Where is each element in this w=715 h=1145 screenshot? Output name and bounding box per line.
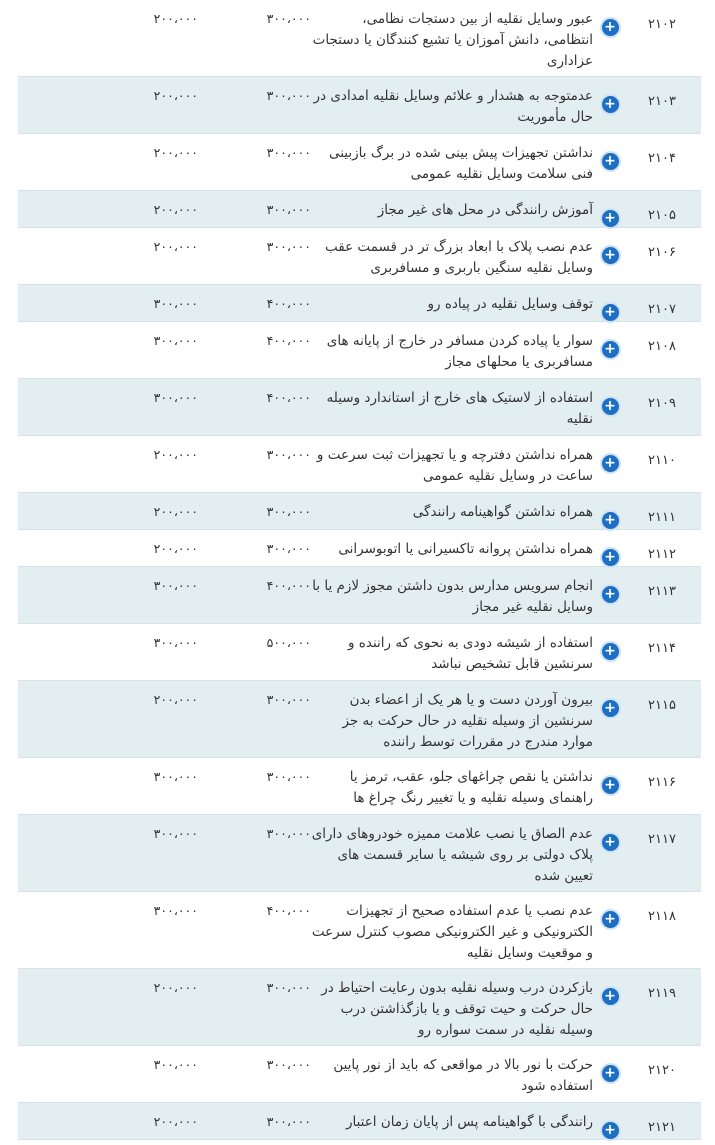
plus-icon[interactable]: +: [600, 909, 621, 930]
plus-icon[interactable]: +: [600, 775, 621, 796]
expand-toggle[interactable]: [597, 191, 623, 229]
plus-icon[interactable]: +: [600, 396, 621, 417]
violation-code: ۲۱۰۴: [648, 151, 676, 166]
fines-table: [18, 0, 701, 1140]
fine-amount-b: ۳۰۰،۰۰۰: [153, 769, 198, 784]
table-row: [18, 493, 701, 530]
violation-code: ۲۱۱۴: [648, 641, 676, 656]
fine-amount-a: ۳۰۰،۰۰۰: [266, 1057, 311, 1072]
table-row: [18, 285, 701, 322]
fine-amount-b: ۲۰۰،۰۰۰: [153, 980, 198, 995]
violation-code: ۲۱۱۵: [648, 698, 676, 713]
fine-amount-a: ۳۰۰،۰۰۰: [266, 541, 311, 556]
fine-amount-a: ۳۰۰،۰۰۰: [266, 692, 311, 707]
table-row: [18, 436, 701, 493]
plus-icon[interactable]: +: [600, 453, 621, 474]
violation-code: ۲۱۰۵: [648, 208, 676, 223]
violation-code: ۲۱۱۳: [648, 584, 676, 599]
expand-toggle[interactable]: [597, 322, 623, 360]
table-row: [18, 758, 701, 815]
fine-amount-b: ۲۰۰،۰۰۰: [153, 447, 198, 462]
violation-description: نداشتن تجهیزات پیش بینی شده در برگ بازبینی فنی سلامت وسایل نقلیه عمومی: [328, 145, 593, 182]
table-row: [18, 1046, 701, 1103]
fine-amount-a: ۴۰۰،۰۰۰: [266, 333, 311, 348]
violation-description: توقف وسایل نقلیه در پیاده رو: [427, 296, 593, 312]
fine-amount-b: ۳۰۰،۰۰۰: [153, 635, 198, 650]
table-row: [18, 191, 701, 228]
fine-amount-b: ۳۰۰،۰۰۰: [153, 1057, 198, 1072]
fine-amount-a: ۳۰۰،۰۰۰: [266, 1114, 311, 1129]
fine-amount-a: ۳۰۰،۰۰۰: [266, 239, 311, 254]
plus-icon[interactable]: +: [600, 1063, 621, 1084]
plus-icon[interactable]: +: [600, 339, 621, 360]
fine-amount-a: ۳۰۰،۰۰۰: [266, 504, 311, 519]
plus-icon[interactable]: +: [600, 1120, 621, 1141]
violation-description: همراه نداشتن پروانه تاکسیرانی یا اتوبوسرانی: [338, 541, 593, 557]
violation-description: همراه نداشتن گواهینامه رانندگی: [412, 504, 593, 520]
violation-description: بازکردن درب وسیله نقلیه بدون رعایت احتیاط در حال حرکت و حیت توقف و یا بازگذاشتن درب وسیله نقلیه در سمت سواره رو: [321, 980, 593, 1038]
expand-toggle[interactable]: [597, 1103, 623, 1141]
table-row: [18, 969, 701, 1046]
expand-toggle[interactable]: [597, 493, 623, 531]
expand-toggle[interactable]: [597, 379, 623, 417]
expand-toggle[interactable]: [597, 567, 623, 605]
table-row: [18, 134, 701, 191]
fine-amount-b: ۲۰۰،۰۰۰: [153, 11, 198, 26]
table-row: [18, 567, 701, 624]
fine-amount-b: ۳۰۰،۰۰۰: [153, 333, 198, 348]
fine-amount-b: ۲۰۰،۰۰۰: [153, 541, 198, 556]
violation-code: ۲۱۰۹: [648, 396, 676, 411]
fine-amount-a: ۳۰۰،۰۰۰: [266, 145, 311, 160]
violation-description: عدم نصب پلاک با ابعاد بزرگ تر در قسمت عقب وسایل نقلیه سنگین باربری و مسافربری: [325, 239, 593, 276]
fine-amount-a: ۴۰۰،۰۰۰: [266, 390, 311, 405]
table-row: [18, 624, 701, 681]
violation-code: ۲۱۲۱: [648, 1120, 676, 1135]
table-row: [18, 379, 701, 436]
table-row: [18, 892, 701, 969]
expand-toggle[interactable]: [597, 815, 623, 853]
violation-code: ۲۱۱۰: [648, 453, 676, 468]
violation-code: ۲۱۰۳: [648, 94, 676, 109]
violation-code: ۲۱۱۷: [648, 832, 676, 847]
violation-code: ۲۱۰۲: [648, 17, 676, 32]
plus-icon[interactable]: +: [600, 94, 621, 115]
plus-icon[interactable]: +: [600, 547, 621, 568]
plus-icon[interactable]: +: [600, 302, 621, 323]
expand-toggle[interactable]: [597, 530, 623, 568]
fine-amount-b: ۳۰۰،۰۰۰: [153, 390, 198, 405]
expand-toggle[interactable]: [597, 624, 623, 662]
fine-amount-b: ۳۰۰،۰۰۰: [153, 826, 198, 841]
plus-icon[interactable]: +: [600, 208, 621, 229]
violation-description: عبور وسایل نقلیه از بین دستجات نظامی، انتظامی، دانش آموزان یا تشیع کنندگان یا دستجات عزاداری: [312, 11, 593, 69]
plus-icon[interactable]: +: [600, 245, 621, 266]
fine-amount-b: ۳۰۰،۰۰۰: [153, 296, 198, 311]
fine-amount-a: ۵۰۰،۰۰۰: [266, 635, 311, 650]
violation-description: استفاده از لاستیک های خارج از استاندارد وسیله نقلیه: [326, 390, 593, 427]
violation-description: عدم الصاق یا نصب علامت ممیزه خودروهای دارای پلاک دولتی بر روی شیشه یا سایر قسمت های تعیین شده: [311, 826, 593, 884]
violation-code: ۲۱۲۰: [648, 1063, 676, 1078]
plus-icon[interactable]: +: [600, 641, 621, 662]
violation-code: ۲۱۱۲: [648, 547, 676, 562]
fine-amount-a: ۴۰۰،۰۰۰: [266, 296, 311, 311]
fine-amount-a: ۳۰۰،۰۰۰: [266, 769, 311, 784]
expand-toggle[interactable]: [597, 77, 623, 115]
fine-amount-a: ۳۰۰،۰۰۰: [266, 447, 311, 462]
plus-icon[interactable]: +: [600, 151, 621, 172]
fine-amount-b: ۲۰۰،۰۰۰: [153, 88, 198, 103]
fine-amount-b: ۳۰۰،۰۰۰: [153, 578, 198, 593]
expand-toggle[interactable]: [597, 681, 623, 719]
fine-amount-a: ۴۰۰،۰۰۰: [266, 903, 311, 918]
table-row: [18, 530, 701, 567]
plus-icon[interactable]: +: [600, 986, 621, 1007]
expand-toggle[interactable]: [597, 228, 623, 266]
fine-amount-b: ۳۰۰،۰۰۰: [153, 903, 198, 918]
fine-amount-b: ۲۰۰،۰۰۰: [153, 1114, 198, 1129]
table-row: [18, 228, 701, 285]
fine-amount-a: ۳۰۰،۰۰۰: [266, 980, 311, 995]
table-row: [18, 77, 701, 134]
plus-icon[interactable]: +: [600, 510, 621, 531]
fine-amount-b: ۲۰۰،۰۰۰: [153, 239, 198, 254]
violation-description: بیرون آوردن دست و یا هر یک از اعضاء بدن سرنشین از وسیله نقلیه در حال حرکت به جز موارد مندرج در مقررات توسط راننده: [342, 692, 593, 750]
expand-toggle[interactable]: [597, 0, 623, 38]
violation-code: ۲۱۱۸: [648, 909, 676, 924]
violation-code: ۲۱۱۱: [648, 510, 676, 525]
table-row: [18, 0, 701, 77]
plus-icon[interactable]: +: [600, 17, 621, 38]
fine-amount-b: ۲۰۰،۰۰۰: [153, 504, 198, 519]
violation-code: ۲۱۱۹: [648, 986, 676, 1001]
violation-code: ۲۱۰۷: [648, 302, 676, 317]
violation-code: ۲۱۰۶: [648, 245, 676, 260]
expand-toggle[interactable]: [597, 758, 623, 796]
violation-description: سوار یا پیاده کردن مسافر در خارج از پایانه های مسافربری یا محلهای مجاز: [326, 333, 593, 370]
expand-toggle[interactable]: [597, 134, 623, 172]
expand-toggle[interactable]: [597, 436, 623, 474]
table-row: [18, 322, 701, 379]
expand-toggle[interactable]: [597, 1046, 623, 1084]
violation-description: عدم نصب یا عدم استفاده صحیح از تجهیزات الکترونیکی و غیر الکترونیکی مصوب کنترل سرعت و موقعیت وسایل نقلیه: [311, 903, 593, 961]
violation-description: استفاده از شیشه دودی به نحوی که راننده و سرنشین قابل تشخیص نباشد: [348, 635, 593, 672]
table-row: [18, 1103, 701, 1140]
fine-amount-a: ۳۰۰،۰۰۰: [266, 11, 311, 26]
table-row: [18, 681, 701, 758]
violation-description: انجام سرویس مدارس بدون داشتن مجوز لازم یا با وسایل نقلیه غیر مجاز: [312, 578, 593, 615]
violation-description: رانندگی با گواهینامه پس از پایان زمان اعتبار: [345, 1114, 593, 1130]
fine-amount-a: ۳۰۰،۰۰۰: [266, 826, 311, 841]
violation-description: همراه نداشتن دفترچه و یا تجهیزات ثبت سرعت و ساعت در وسایل نقلیه عمومی: [316, 447, 593, 484]
expand-toggle[interactable]: [597, 285, 623, 323]
fine-amount-a: ۳۰۰،۰۰۰: [266, 88, 311, 103]
fine-amount-a: ۳۰۰،۰۰۰: [266, 202, 311, 217]
plus-icon[interactable]: +: [600, 584, 621, 605]
fine-amount-b: ۲۰۰،۰۰۰: [153, 145, 198, 160]
violation-description: آموزش رانندگی در محل های غیر مجاز: [377, 202, 593, 218]
fine-amount-b: ۲۰۰،۰۰۰: [153, 692, 198, 707]
table-row: [18, 815, 701, 892]
violation-description: نداشتن یا نقص چراغهای جلو، عقب، ترمز یا راهنمای وسیله نقلیه و یا تغییر رنگ چراغ ها: [349, 769, 593, 806]
expand-toggle[interactable]: [597, 969, 623, 1007]
fine-amount-a: ۴۰۰،۰۰۰: [266, 578, 311, 593]
violation-code: ۲۱۰۸: [648, 339, 676, 354]
plus-icon[interactable]: +: [600, 698, 621, 719]
fine-amount-b: ۲۰۰،۰۰۰: [153, 202, 198, 217]
violation-description: حرکت با نور بالا در مواقعی که باید از نور پایین استفاده شود: [333, 1057, 593, 1094]
expand-toggle[interactable]: [597, 892, 623, 930]
plus-icon[interactable]: +: [600, 832, 621, 853]
violation-description: عدمتوجه به هشدار و علائم وسایل نقلیه امدادی در حال مأموریت: [313, 88, 593, 125]
violation-code: ۲۱۱۶: [648, 775, 676, 790]
